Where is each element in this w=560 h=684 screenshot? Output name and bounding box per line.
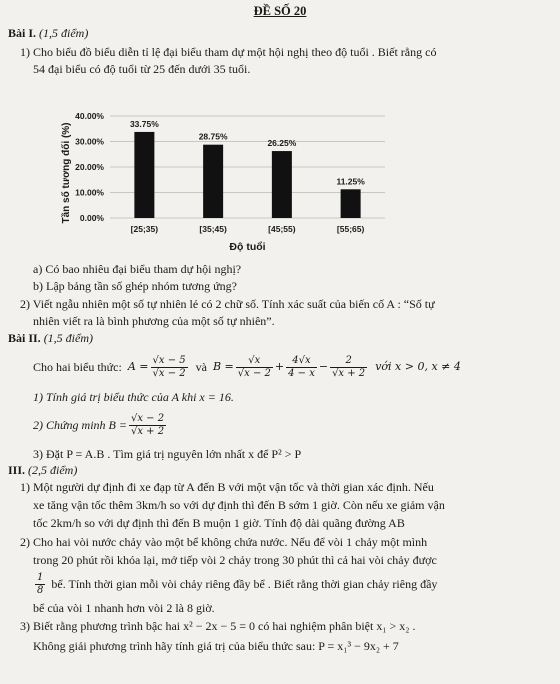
section-3-points: (2,5 điểm) bbox=[28, 463, 78, 477]
y-tick-label: 40.00% bbox=[75, 111, 104, 121]
expr-a-denominator: √x − 2 bbox=[152, 367, 186, 379]
bar-4 bbox=[341, 189, 361, 218]
section-3-q3-line2: Không giải phương trình hãy tính giá trị của biểu thức sau: P = x₁³ − 9x₂ + 7 bbox=[33, 639, 399, 653]
one-eighth-fraction bbox=[35, 572, 45, 597]
exam-title: ĐỀ SỐ 20 bbox=[253, 4, 307, 18]
expr-b-term2 bbox=[286, 355, 317, 380]
one-eighth-num: 1 bbox=[37, 571, 44, 583]
one-eighth-den: 8 bbox=[37, 584, 44, 596]
section-1-heading bbox=[8, 26, 88, 40]
y-tick-label: 30.00% bbox=[75, 136, 104, 147]
y-axis-title: Tần số tương đối (%) bbox=[61, 122, 72, 224]
section-3-q2-line3 bbox=[33, 570, 437, 598]
expr-b-term1-den: √x − 2 bbox=[237, 367, 271, 379]
section-1-points: (1,5 điểm) bbox=[39, 26, 89, 40]
x-tick-label: [25;35) bbox=[130, 224, 159, 234]
bar-2 bbox=[203, 145, 223, 218]
section-2-label: Bài II. bbox=[8, 331, 41, 345]
section-1-qa: a) Có bao nhiêu đại biểu tham dự hội nghị? bbox=[33, 262, 242, 276]
section-2-q2-den: √x + 2 bbox=[130, 425, 165, 437]
section-1-qb: b) Lập bảng tần số ghép nhóm tương ứng? bbox=[33, 279, 237, 293]
expr-b-term3-den: √x + 2 bbox=[332, 367, 366, 379]
bar-value-label: 33.75% bbox=[129, 118, 159, 129]
section-1-q1-line2: 54 đại biểu có độ tuổi từ 25 đến dưới 35 tuổi. bbox=[33, 62, 251, 76]
section-2-q2 bbox=[33, 410, 168, 440]
expr-b-term2-num: 4√x bbox=[286, 355, 317, 368]
expr-b-term2-den: 4 − x bbox=[288, 367, 315, 379]
section-2-q2-fraction bbox=[129, 413, 166, 438]
section-2-q1: 1) Tính giá trị biểu thức của A khi x = 16. bbox=[33, 390, 234, 404]
expr-b-label: B = bbox=[212, 360, 234, 373]
section-3-q2-line3-text: bể. Tính thời gian mỗi vòi chảy riêng đầy bể . Biết rằng thời gian chảy riêng đầy bbox=[51, 577, 438, 591]
age-bar-chart bbox=[55, 104, 395, 254]
section-3-q1-line3: tốc 2km/h so với dự định thì đến B muộn 1 giờ. Tính độ dài quãng đường AB bbox=[33, 516, 405, 530]
bar-3 bbox=[272, 151, 292, 218]
x-tick-label: [35;45) bbox=[199, 224, 227, 234]
section-1-q1-line1: 1) Cho biểu đồ biểu diễn tỉ lệ đại biểu tham dự một hội nghị theo độ tuổi . Biết rằng có bbox=[20, 45, 437, 59]
expr-a-numerator: √x − 5 bbox=[152, 354, 186, 366]
x-axis-title: Độ tuổi bbox=[229, 241, 266, 253]
expr-b-term3 bbox=[330, 355, 367, 380]
section-2-q3: 3) Đặt P = A.B . Tìm giá trị nguyên lớn nhất x để P² > P bbox=[33, 447, 302, 461]
section-2-heading bbox=[8, 331, 93, 345]
section-3-q2-line1: 2) Cho hai vòi nước chảy vào một bể không chứa nước. Nếu để vòi 1 chảy một mình bbox=[20, 535, 428, 549]
expr-b-term1 bbox=[236, 355, 273, 380]
section-2-q2-num: √x − 2 bbox=[130, 412, 165, 424]
section-1-q2-line2: nhiên viết ra là bình phương của một số tự nhiên”. bbox=[33, 314, 275, 328]
section-3-label: III. bbox=[8, 463, 26, 477]
bar-value-label: 11.25% bbox=[336, 176, 365, 187]
y-tick-label: 0.00% bbox=[79, 213, 104, 223]
expr-b-term3-num: 2 bbox=[330, 355, 367, 368]
bar-value-label: 26.25% bbox=[267, 138, 297, 149]
and-word: và bbox=[195, 360, 207, 374]
expr-a-label: A = bbox=[127, 360, 149, 373]
section-3-q2-line4: bể của vòi 1 nhanh hơn vòi 2 là 8 giờ. bbox=[33, 601, 215, 615]
y-tick-label: 20.00% bbox=[75, 162, 104, 172]
section-3-heading bbox=[8, 463, 77, 477]
section-3-q1-line1: 1) Một người dự định đi xe đạp từ A đến B với một vận tốc và thời gian xác định. Nếu bbox=[20, 480, 434, 494]
section-3-q1-line2: xe tăng vận tốc thêm 3km/h so với dự định thì đến B sớm 1 giờ. Còn nếu xe giảm vận bbox=[33, 498, 445, 512]
section-1-q2-line1: 2) Viết ngẫu nhiên một số tự nhiên lẻ có 2 chữ số. Tính xác suất của biến cố A : “Số tự bbox=[20, 297, 435, 311]
section-3-q3-line1: 3) Biết rằng phương trình bậc hai x² − 2x − 5 = 0 có hai nghiệm phân biệt x₁ > x₂ . bbox=[20, 619, 416, 633]
x-tick-label: [45;55) bbox=[268, 224, 296, 234]
section-2-expressions: Cho hai biểu thức: A = $\frac{√x - 5}{√x - 2}$ và B = $\frac{√x}{√x - 2}$ + $\frac{4√x}{4 - x}$ − $\frac{2}{√x + 2}$ với x > 0, x ≠ 4 bbox=[33, 354, 461, 379]
section-2-q2-text: 2) Chứng minh B = bbox=[33, 418, 127, 432]
section-2-condition: với x > 0, x ≠ 4 bbox=[375, 360, 461, 373]
section-2-points: (1,5 điểm) bbox=[43, 331, 94, 345]
expr-a-fraction bbox=[151, 355, 188, 380]
expr-b-term1-num: √x bbox=[236, 355, 273, 368]
section-1-label: Bài I. bbox=[8, 26, 37, 40]
section-3-q2-line2: trong 20 phút rồi khóa lại, mở tiếp vòi 2 chảy trong 30 phút thì cả hai vòi chảy được bbox=[33, 553, 437, 567]
bar-1 bbox=[134, 132, 154, 218]
bar-value-label: 28.75% bbox=[198, 131, 228, 142]
y-tick-label: 10.00% bbox=[75, 187, 104, 198]
section-2-intro: Cho hai biểu thức: bbox=[33, 360, 122, 374]
x-tick-label: [55;65) bbox=[336, 224, 365, 234]
